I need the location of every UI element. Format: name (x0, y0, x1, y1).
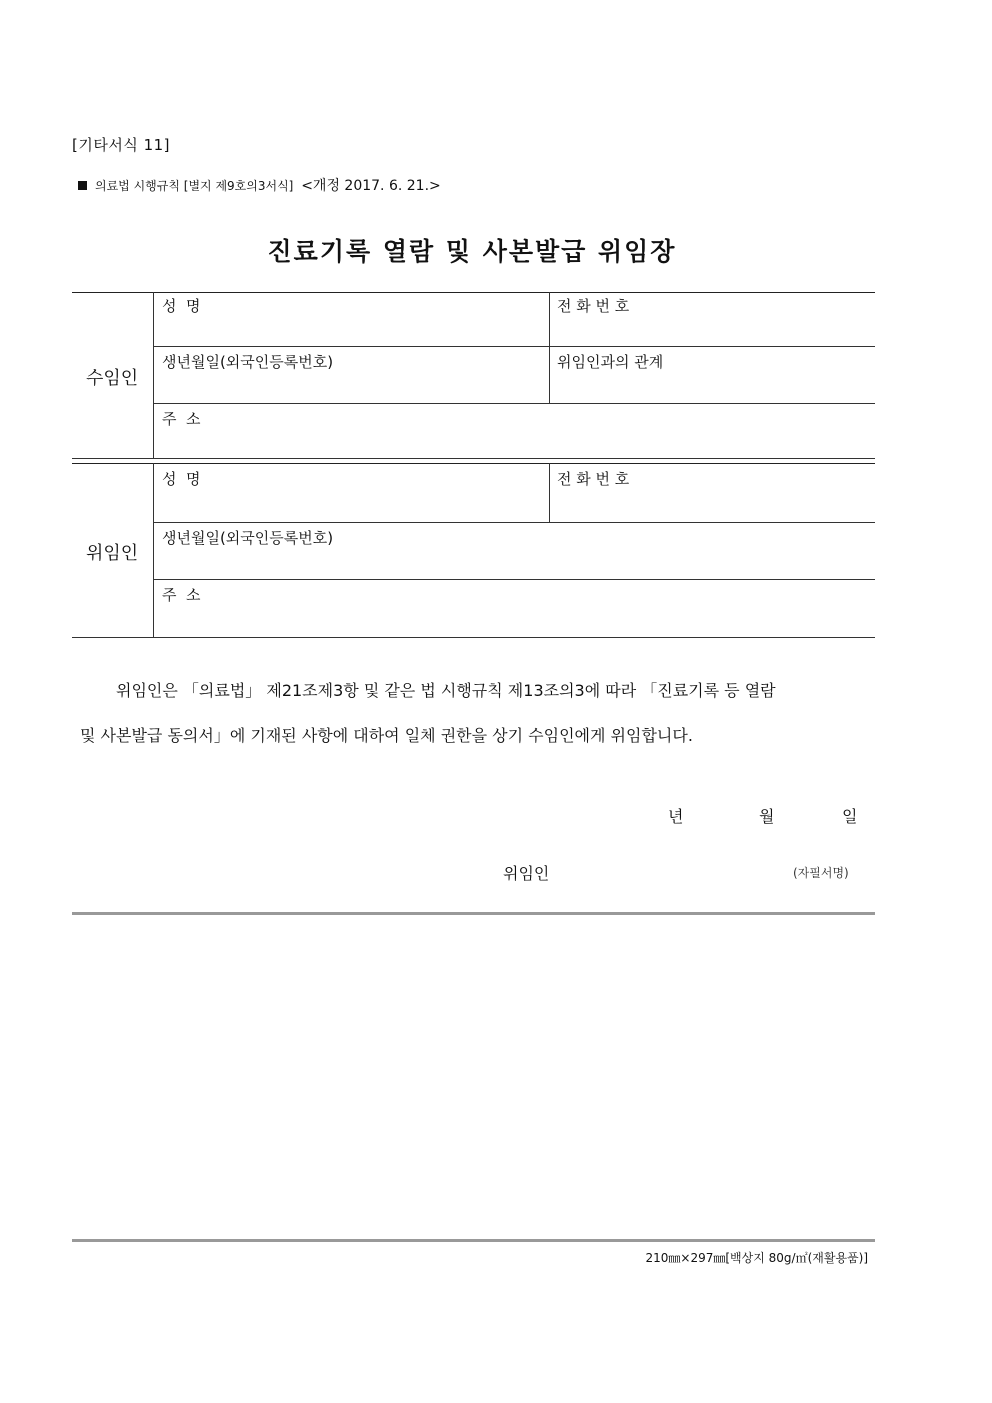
principal-name-field[interactable]: 성 명 (162, 470, 201, 488)
principal-address-field[interactable]: 주 소 (162, 586, 201, 604)
footer-divider (72, 1239, 875, 1242)
agent-address-field[interactable]: 주 소 (162, 410, 201, 428)
agent-column-divider (549, 292, 550, 403)
paper-spec: 210㎜×297㎜[백상지 80g/㎡(재활용품)] (645, 1251, 868, 1265)
table-bottom-border (72, 637, 875, 638)
agent-row-divider-2 (153, 403, 875, 404)
agent-bottom-border (72, 458, 875, 459)
agent-name-field[interactable]: 성 명 (162, 297, 201, 315)
agent-row-divider-1 (153, 346, 875, 347)
agent-label-divider (153, 292, 154, 458)
date-month-field[interactable]: 월 (759, 807, 775, 826)
bullet-square-icon (78, 181, 87, 190)
document-title: 진료기록 열람 및 사본발급 위임장 (267, 237, 677, 266)
principal-column-divider (549, 463, 550, 522)
principal-top-border (72, 463, 875, 464)
legal-basis-text: 의료법 시행규칙 [별지 제9호의3서식] (95, 179, 294, 193)
principal-phone-field[interactable]: 전 화 번 호 (557, 470, 630, 488)
principal-row-divider-1 (153, 522, 875, 523)
amendment-date: <개정 2017. 6. 21.> (301, 178, 441, 194)
form-end-divider (72, 912, 875, 915)
principal-section-label: 위임인 (86, 543, 139, 564)
agent-birth-field[interactable]: 생년월일(외국인등록번호) (162, 353, 334, 371)
agent-relation-field[interactable]: 위임인과의 관계 (557, 353, 664, 371)
principal-row-divider-2 (153, 579, 875, 580)
legal-basis-line (78, 175, 441, 195)
statement-line-2: 및 사본발급 동의서」에 기재된 사항에 대하여 일체 권한을 상기 수임인에게 위임합니다. (80, 726, 693, 745)
statement-line-1: 위임인은 「의료법」 제21조제3항 및 같은 법 시행규칙 제13조의3에 따라 「진료기록 등 열람 (116, 681, 776, 700)
date-day-field[interactable]: 일 (842, 807, 858, 826)
agent-section-label: 수임인 (86, 368, 139, 389)
table-top-border (72, 292, 875, 293)
principal-birth-field[interactable]: 생년월일(외국인등록번호) (162, 529, 334, 547)
agent-phone-field[interactable]: 전 화 번 호 (557, 297, 630, 315)
signature-label: 위임인 (503, 864, 550, 883)
form-number-label: [기타서식 11] (72, 136, 171, 154)
signature-hint[interactable]: (자필서명) (793, 866, 849, 880)
date-year-field[interactable]: 년 (668, 807, 684, 826)
principal-label-divider (153, 463, 154, 637)
